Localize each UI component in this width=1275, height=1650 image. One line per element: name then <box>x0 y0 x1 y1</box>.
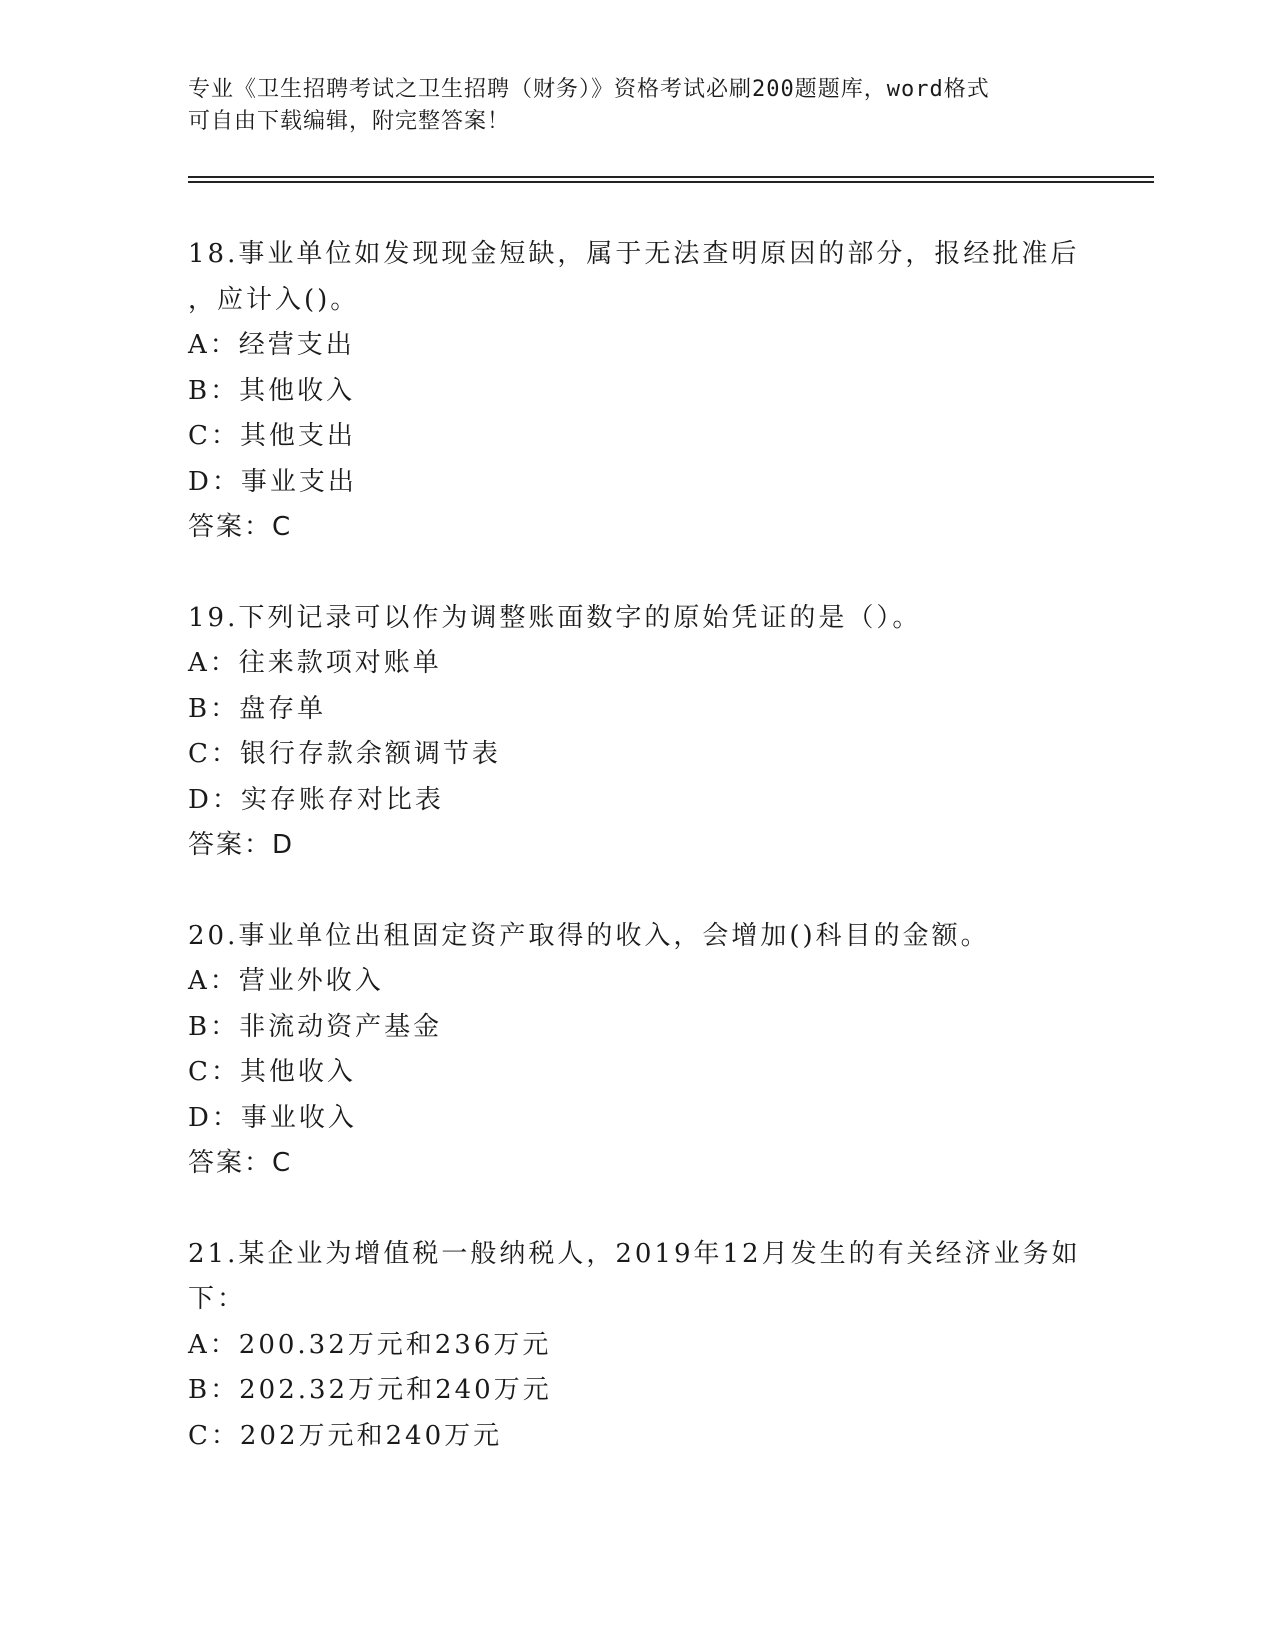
question-item <box>188 232 1088 551</box>
question-item <box>188 1232 1088 1460</box>
answer-line: 答案：C <box>188 1148 293 1178</box>
option-b: B：非流动资产基金 <box>188 1011 443 1042</box>
question-stem: 21.某企业为增值税一般纳税人，2019年12月发生的有关经济业务如 <box>188 1238 1081 1269</box>
option-d: D：实存账存对比表 <box>188 784 444 815</box>
option-a: A：往来款项对账单 <box>188 648 442 678</box>
answer-line: 答案：C <box>188 512 293 542</box>
option-c: C：银行存款余额调节表 <box>188 739 501 769</box>
option-d: D：事业支出 <box>188 466 357 497</box>
question-item <box>188 914 1088 1187</box>
option-d: D：事业收入 <box>188 1102 357 1133</box>
option-c: C：202万元和240万元 <box>188 1420 503 1451</box>
question-stem: 18.事业单位如发现现金短缺，属于无法查明原因的部分，报经批准后 <box>188 239 1080 269</box>
option-a: A：经营支出 <box>188 330 355 360</box>
option-c: C：其他收入 <box>188 1057 356 1087</box>
question-stem: 20.事业单位出租固定资产取得的收入，会增加()科目的金额。 <box>188 920 990 951</box>
option-b: B：盘存单 <box>188 693 327 724</box>
answer-line: 答案：D <box>188 830 295 860</box>
option-b: B：202.32万元和240万元 <box>188 1375 552 1405</box>
header-divider-bottom <box>188 181 1154 183</box>
question-stem: 下： <box>188 1284 247 1314</box>
header-title-line-2: 可自由下载编辑，附完整答案！ <box>188 109 511 134</box>
document-header <box>188 74 1078 138</box>
option-b: B：其他收入 <box>188 375 356 406</box>
header-divider-top <box>188 176 1154 178</box>
header-title-line-1: 专业《卫生招聘考试之卫生招聘（财务）》资格考试必刷200题题库，word格式 <box>188 77 990 102</box>
option-a: A：营业外收入 <box>188 966 384 996</box>
question-list <box>188 232 1088 1459</box>
question-stem: 19.下列记录可以作为调整账面数字的原始凭证的是（）。 <box>188 602 922 633</box>
option-c: C：其他支出 <box>188 421 356 451</box>
question-stem: ，应计入()。 <box>188 284 360 315</box>
question-item <box>188 596 1088 869</box>
option-a: A：200.32万元和236万元 <box>188 1329 552 1360</box>
